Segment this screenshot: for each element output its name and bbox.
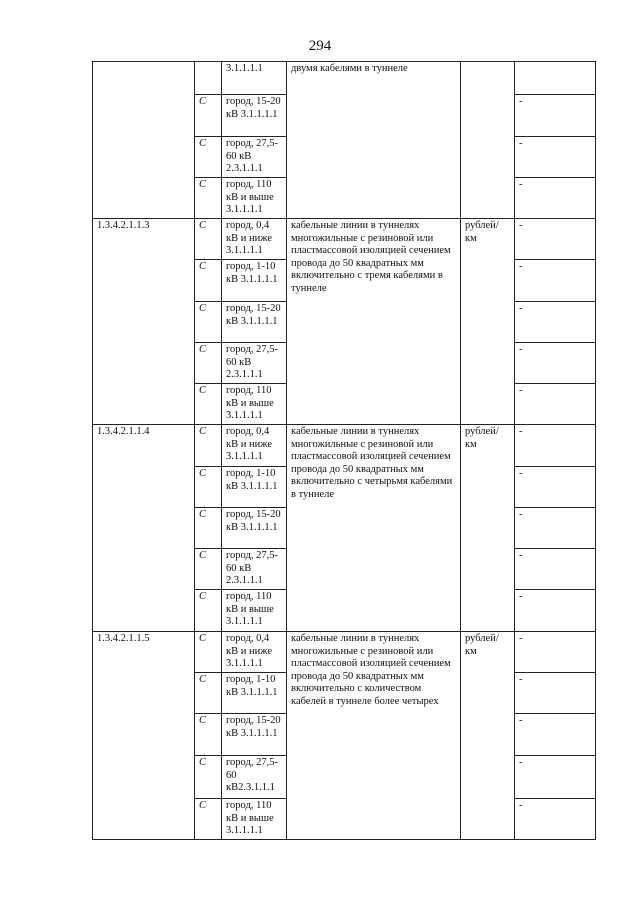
unit-cell: рублей/ км xyxy=(461,632,515,840)
indicator-cell: C xyxy=(195,714,222,756)
indicator-cell: C xyxy=(195,137,222,178)
region-cell: город, 27,5-60 кВ 2.3.1.1.1 xyxy=(222,137,287,178)
value-cell: - xyxy=(515,302,596,343)
unit-cell: рублей/ км xyxy=(461,219,515,425)
unit-cell: рублей/ км xyxy=(461,425,515,632)
value-cell: - xyxy=(515,508,596,549)
region-cell: город, 110 кВ и выше 3.1.1.1.1 xyxy=(222,178,287,219)
indicator-cell: C xyxy=(195,467,222,508)
indicator-cell: C xyxy=(195,799,222,840)
value-cell: - xyxy=(515,799,596,840)
value-cell: - xyxy=(515,632,596,673)
value-cell: - xyxy=(515,590,596,632)
indicator-cell: C xyxy=(195,590,222,632)
region-cell: город, 0,4 кВ и ниже 3.1.1.1.1 xyxy=(222,425,287,467)
region-cell: город, 27,5-60 кВ 2.3.1.1.1 xyxy=(222,549,287,590)
description-cell: кабельные линии в туннелях многожильные с резиновой или пластмассовой изоляцией сечением провода до 50 квадратных мм включительно с тремя кабелями в туннеле xyxy=(287,219,461,425)
unit-cell xyxy=(461,62,515,219)
code-cell: 1.3.4.2.1.1.5 xyxy=(93,632,195,840)
indicator-cell xyxy=(195,62,222,95)
region-cell: город, 27,5-60 кВ2.3.1.1.1 xyxy=(222,756,287,799)
code-cell xyxy=(93,62,195,219)
region-cell: город, 1-10 кВ 3.1.1.1.1 xyxy=(222,673,287,714)
indicator-cell: C xyxy=(195,756,222,799)
region-cell: город, 110 кВ и выше 3.1.1.1.1 xyxy=(222,799,287,840)
code-cell: 1.3.4.2.1.1.4 xyxy=(93,425,195,632)
indicator-cell: C xyxy=(195,425,222,467)
indicator-cell: C xyxy=(195,632,222,673)
indicator-cell: C xyxy=(195,673,222,714)
value-cell: - xyxy=(515,137,596,178)
region-cell: город, 15-20 кВ 3.1.1.1.1 xyxy=(222,508,287,549)
region-cell: город, 0,4 кВ и ниже 3.1.1.1.1 xyxy=(222,219,287,260)
region-cell: город, 15-20 кВ 3.1.1.1.1 xyxy=(222,302,287,343)
region-cell: город, 15-20 кВ 3.1.1.1.1 xyxy=(222,714,287,756)
indicator-cell: C xyxy=(195,508,222,549)
value-cell: - xyxy=(515,219,596,260)
value-cell: - xyxy=(515,467,596,508)
region-cell: город, 110 кВ и выше 3.1.1.1.1 xyxy=(222,590,287,632)
indicator-cell: C xyxy=(195,95,222,137)
value-cell: - xyxy=(515,260,596,302)
indicator-cell: C xyxy=(195,260,222,302)
indicator-cell: C xyxy=(195,302,222,343)
region-cell: город, 27,5-60 кВ 2.3.1.1.1 xyxy=(222,343,287,384)
table-row xyxy=(93,219,596,260)
table-row xyxy=(93,62,596,95)
description-cell: двумя кабелями в туннеле xyxy=(287,62,461,219)
value-cell: - xyxy=(515,343,596,384)
value-cell xyxy=(515,62,596,95)
indicator-cell: C xyxy=(195,343,222,384)
region-cell: город, 15-20 кВ 3.1.1.1.1 xyxy=(222,95,287,137)
code-cell: 1.3.4.2.1.1.3 xyxy=(93,219,195,425)
region-cell: город, 1-10 кВ 3.1.1.1.1 xyxy=(222,467,287,508)
indicator-cell: C xyxy=(195,384,222,425)
description-cell: кабельные линии в туннелях многожильные с резиновой или пластмассовой изоляцией сечением провода до 50 квадратных мм включительно с четырьмя кабелями в туннеле xyxy=(287,425,461,632)
value-cell: - xyxy=(515,756,596,799)
value-cell: - xyxy=(515,673,596,714)
region-cell: город, 1-10 кВ 3.1.1.1.1 xyxy=(222,260,287,302)
region-cell: город, 0,4 кВ и ниже 3.1.1.1.1 xyxy=(222,632,287,673)
region-cell: 3.1.1.1.1 xyxy=(222,62,287,95)
value-cell: - xyxy=(515,549,596,590)
indicator-cell: C xyxy=(195,178,222,219)
value-cell: - xyxy=(515,95,596,137)
indicator-cell: C xyxy=(195,219,222,260)
description-cell: кабельные линии в туннелях многожильные с резиновой или пластмассовой изоляцией сечением провода до 50 квадратных мм включительно с количеством кабелей в туннеле более четырех xyxy=(287,632,461,840)
table-row xyxy=(93,632,596,673)
value-cell: - xyxy=(515,425,596,467)
region-cell: город, 110 кВ и выше 3.1.1.1.1 xyxy=(222,384,287,425)
value-cell: - xyxy=(515,384,596,425)
value-cell: - xyxy=(515,178,596,219)
tariff-table xyxy=(92,61,596,840)
table-row xyxy=(93,425,596,467)
value-cell: - xyxy=(515,714,596,756)
page-number: 294 xyxy=(308,38,332,54)
indicator-cell: C xyxy=(195,549,222,590)
